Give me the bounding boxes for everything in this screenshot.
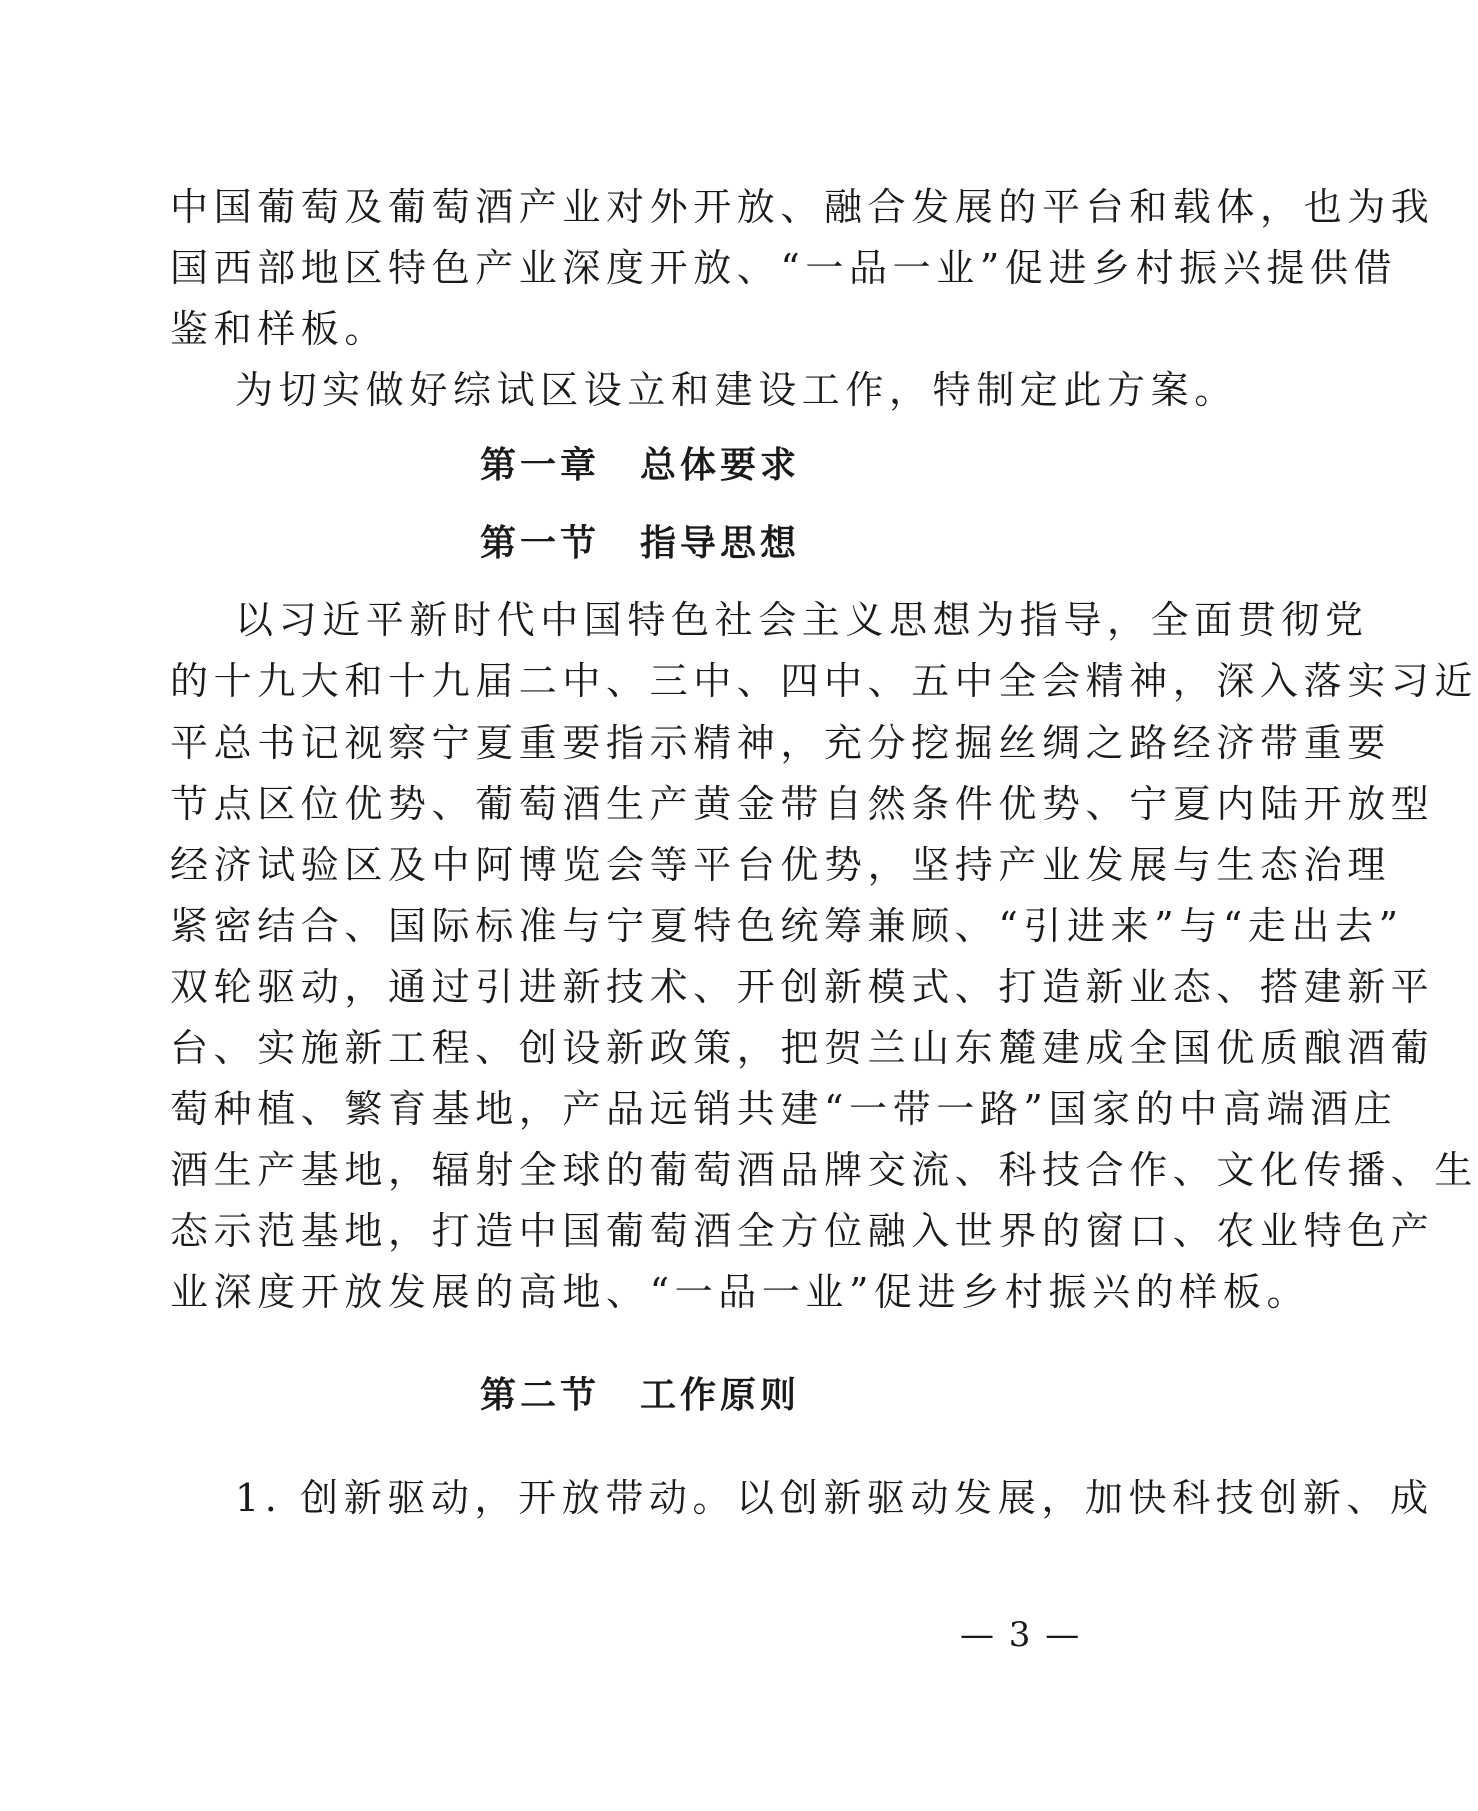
section-1-line-9: 萄种植、繁育基地，产品远销共建“一带一路”国家的中高端酒庄 bbox=[170, 1087, 1398, 1131]
section-2-heading bbox=[170, 1370, 1110, 1420]
section-1-line-12: 业深度开放发展的高地、“一品一业”促进乡村振兴的样板。 bbox=[170, 1270, 1311, 1314]
section-1-line-6: 紧密结合、国际标准与宁夏特色统筹兼顾、“引进来”与“走出去” bbox=[170, 904, 1404, 948]
section-1-heading bbox=[170, 518, 1110, 568]
section-2-title: 工作原则 bbox=[640, 1374, 801, 1416]
chapter-number: 第一章 bbox=[479, 444, 600, 486]
section-1-line-8: 台、实施新工程、创设新政策，把贺兰山东麓建成全国优质酿酒葡 bbox=[170, 1026, 1435, 1070]
section-1-line-1: 以习近平新时代中国特色社会主义思想为指导，全面贯彻党 bbox=[235, 598, 1369, 642]
section-1-line-11: 态示范基地，打造中国葡萄酒全方位融入世界的窗口、农业特色产 bbox=[170, 1209, 1435, 1253]
chapter-title: 总体要求 bbox=[640, 444, 801, 486]
intro-line-1: 中国葡萄及葡萄酒产业对外开放、融合发展的平台和载体，也为我 bbox=[170, 185, 1435, 229]
chapter-heading bbox=[170, 440, 1110, 490]
section-1-line-7: 双轮驱动，通过引进新技术、开创新模式、打造新业态、搭建新平 bbox=[170, 965, 1435, 1009]
intro-line-2: 国西部地区特色产业深度开放、“一品一业”促进乡村振兴提供借 bbox=[170, 246, 1398, 290]
section-1-line-10: 酒生产基地，辐射全球的葡萄酒品牌交流、科技合作、文化传播、生 bbox=[170, 1148, 1478, 1192]
intro-paragraph-2: 为切实做好综试区设立和建设工作，特制定此方案。 bbox=[235, 368, 1238, 412]
page-number: — 3 — bbox=[960, 1615, 1082, 1655]
intro-line-3: 鉴和样板。 bbox=[170, 307, 389, 351]
section-1-line-3: 平总书记视察宁夏重要指示精神，充分挖掘丝绸之路经济带重要 bbox=[170, 721, 1391, 765]
section-1-line-4: 节点区位优势、葡萄酒生产黄金带自然条件优势、宁夏内陆开放型 bbox=[170, 782, 1435, 826]
section-2-number: 第二节 bbox=[479, 1374, 600, 1416]
section-2-line-1: 1. 创新驱动，开放带动。以创新驱动发展，加快科技创新、成 bbox=[235, 1476, 1434, 1520]
section-1-line-2: 的十九大和十九届二中、三中、四中、五中全会精神，深入落实习近 bbox=[170, 659, 1478, 703]
section-1-title: 指导思想 bbox=[640, 522, 801, 564]
section-1-number: 第一节 bbox=[479, 522, 600, 564]
section-1-line-5: 经济试验区及中阿博览会等平台优势，坚持产业发展与生态治理 bbox=[170, 843, 1391, 887]
